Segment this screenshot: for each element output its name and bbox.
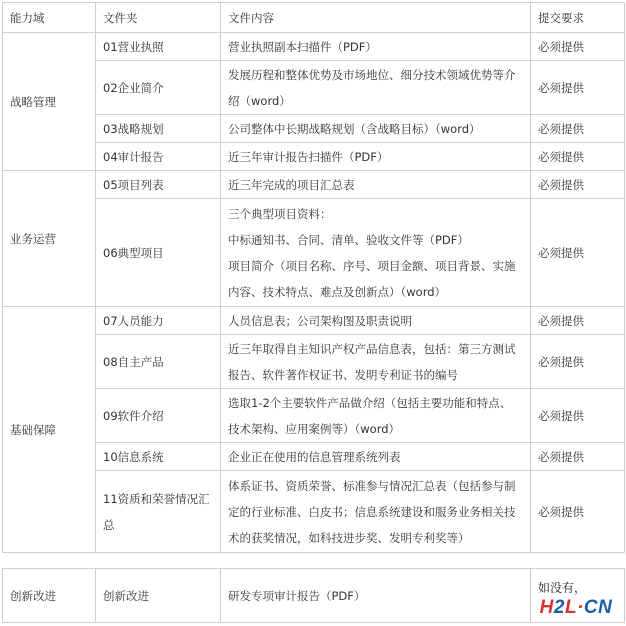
cell-line: 01营业执照	[103, 39, 164, 54]
table-row	[3, 307, 625, 335]
table-row	[3, 171, 625, 199]
folder-cell	[96, 307, 221, 335]
cell-line: 近三年审计报告扫描件（PDF）	[228, 149, 389, 164]
watermark-logo	[528, 592, 624, 624]
requirement-cell: 必须提供	[531, 443, 625, 471]
watermark-h: H	[539, 597, 554, 618]
folder-cell	[96, 471, 221, 553]
requirement-cell: 必须提供	[531, 171, 625, 199]
requirement-cell: 必须提供	[531, 143, 625, 171]
content-cell	[221, 471, 531, 553]
domain-cell: 基础保障	[3, 307, 96, 553]
folder-cell	[96, 143, 221, 171]
cell-line: 体系证书、资质荣誉、标准参与情况汇总表（包括参与制	[228, 478, 516, 493]
cell-line: 06典型项目	[103, 245, 164, 260]
cell-line: 内容、技术特点、难点及创新点）（word）	[228, 284, 447, 299]
content-cell	[221, 33, 531, 61]
cell-line: 10信息系统	[103, 449, 164, 464]
cell-line: 中标通知书、合同、清单、验收文件等（PDF）	[228, 232, 469, 247]
table-row	[3, 33, 625, 61]
requirement-cell: 必须提供	[531, 33, 625, 61]
table-row	[3, 389, 625, 443]
cell-line: 近三年完成的项目汇总表	[228, 177, 355, 192]
content-cell	[221, 443, 531, 471]
watermark-two: 2	[553, 597, 565, 618]
cell-line: 发展历程和整体优势及市场地位、细分技术领域优势等介	[228, 67, 516, 82]
header-row	[3, 3, 625, 33]
cell-line: 04审计报告	[103, 149, 164, 164]
table-row	[3, 471, 625, 553]
cell-line: 企业正在使用的信息管理系统列表	[228, 449, 401, 464]
cell-line: 08自主产品	[103, 354, 164, 369]
table-row	[3, 443, 625, 471]
cell-line: 近三年取得自主知识产权产品信息表，包括：第三方测试	[228, 341, 516, 356]
cell-line: 三个典型项目资料：	[228, 206, 332, 221]
cell-line: 营业执照副本扫描件（PDF）	[228, 39, 377, 54]
table-row	[3, 115, 625, 143]
header-cell: 能力域	[3, 3, 96, 33]
header-cell: 提交要求	[531, 3, 625, 33]
folder-cell	[96, 115, 221, 143]
table-row	[3, 335, 625, 389]
cell-line: 09软件介绍	[103, 408, 164, 423]
content-cell	[221, 115, 531, 143]
domain-cell: 战略管理	[3, 33, 96, 171]
domain-cell: 业务运营	[3, 171, 96, 307]
requirement-cell: 必须提供	[531, 389, 625, 443]
folder-cell	[96, 199, 221, 307]
folder-cell	[96, 61, 221, 115]
cell-line: 03战略规划	[103, 121, 164, 136]
header-cell: 文件夹	[96, 3, 221, 33]
content-cell	[221, 389, 531, 443]
table-row	[3, 199, 625, 307]
cell-line: 07人员能力	[103, 313, 164, 328]
requirement-cell: 必须提供	[531, 115, 625, 143]
cell-line: 11资质和荣誉情况汇	[103, 491, 210, 506]
note-text: 如没有，	[538, 581, 587, 595]
content-cell	[221, 199, 531, 307]
content-cell	[221, 307, 531, 335]
header-cell: 文件内容	[221, 3, 531, 33]
content-cell	[221, 61, 531, 115]
cell-line: 人员信息表；公司架构图及职责说明	[228, 313, 412, 328]
requirement-cell: 必须提供	[531, 471, 625, 553]
cell-line: 05项目列表	[103, 177, 164, 192]
folder-cell: 创新改进	[96, 569, 221, 623]
requirement-cell: 必须提供	[531, 335, 625, 389]
content-cell	[221, 335, 531, 389]
folder-cell	[96, 389, 221, 443]
watermark-dot: ·	[577, 597, 584, 618]
folder-cell	[96, 33, 221, 61]
cell-line: 02企业简介	[103, 80, 164, 95]
watermark-cn: CN	[583, 597, 613, 618]
domain-cell: 创新改进	[3, 569, 96, 623]
cell-line: 定的行业标准、白皮书；信息系统建设和服务业务相关技	[228, 504, 516, 519]
cell-line: 绍（word）	[228, 93, 291, 108]
requirement-cell: 必须提供	[531, 199, 625, 307]
requirements-table	[2, 2, 625, 553]
content-cell: 研发专项审计报告（PDF）	[221, 569, 531, 623]
cell-line: 总	[103, 517, 115, 532]
cell-line: 项目简介（项目名称、序号、项目金额、项目背景、实施	[228, 258, 516, 273]
cell-line: 选取1-2个主要软件产品做介绍（包括主要功能和特点、	[228, 395, 512, 410]
requirement-cell: 必须提供	[531, 61, 625, 115]
cell-line: 报告、软件著作权证书、发明专利证书的编号	[228, 367, 458, 382]
section-gap	[0, 558, 626, 568]
folder-cell	[96, 171, 221, 199]
cell-line: 技术架构、应用案例等）（word）	[228, 421, 401, 436]
requirement-cell: 必须提供	[531, 307, 625, 335]
table-row	[3, 143, 625, 171]
folder-cell	[96, 335, 221, 389]
content-cell	[221, 171, 531, 199]
table-row	[3, 61, 625, 115]
watermark-l: L	[564, 597, 578, 618]
cell-line: 术的获奖情况，如科技进步奖、发明专利奖等）	[228, 530, 470, 545]
content-cell	[221, 143, 531, 171]
cell-line: 公司整体中长期战略规划（含战略目标）（word）	[228, 121, 481, 136]
folder-cell	[96, 443, 221, 471]
